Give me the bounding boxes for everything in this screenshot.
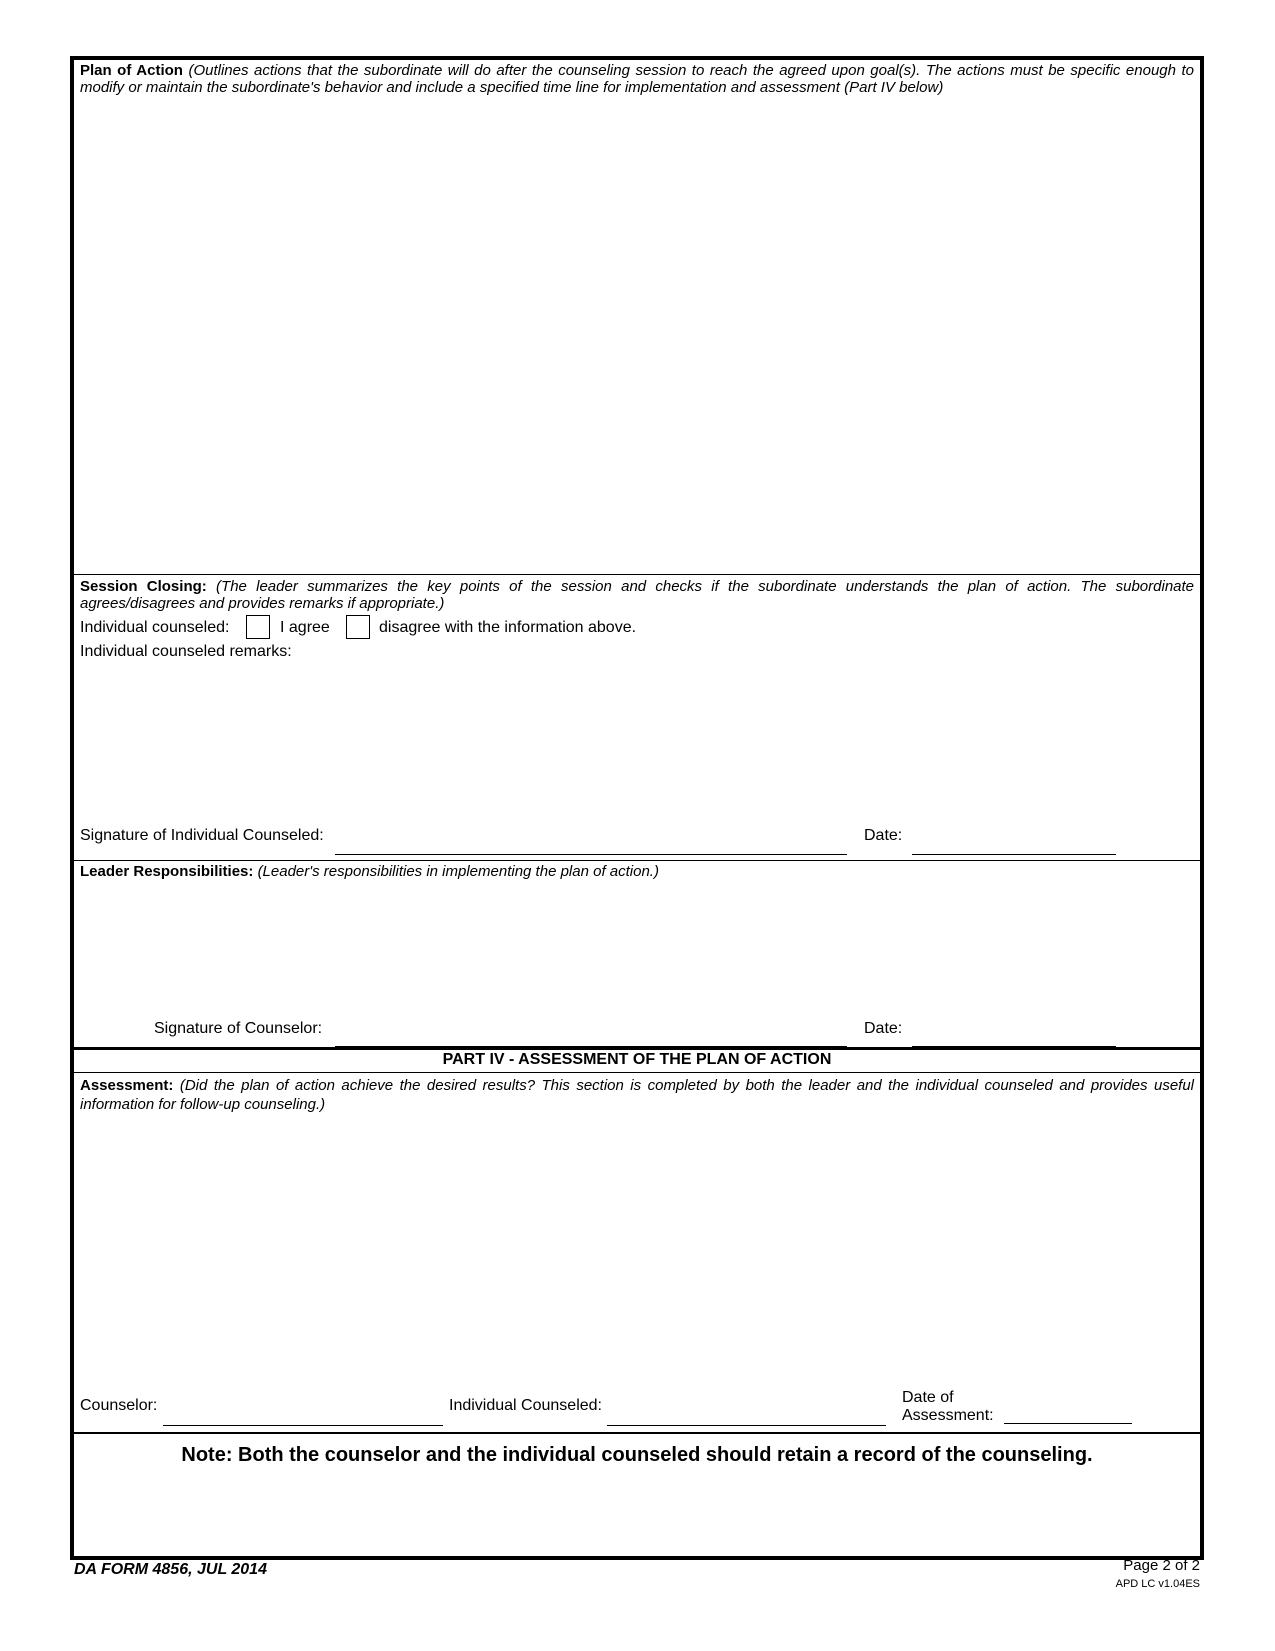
session-closing-title: Session Closing: [80, 578, 207, 595]
leader-responsibilities-header [80, 863, 1194, 880]
counseling-form-page-2 [70, 56, 1204, 1560]
agree-label: I agree [280, 619, 330, 636]
assessment-date-label-line2: Assessment: [902, 1407, 994, 1424]
leader-responsibilities-title: Leader Responsibilities: [80, 863, 254, 880]
remarks-text[interactable] [80, 667, 1196, 821]
session-date-line[interactable] [912, 854, 1116, 855]
part-iv-title: PART IV - ASSESSMENT OF THE PLAN OF ACTION [442, 1051, 832, 1068]
assessment-individual-line[interactable] [607, 1425, 886, 1426]
plan-of-action-title: Plan of Action [80, 62, 183, 79]
signature-individual-line[interactable] [335, 854, 847, 855]
session-closing-instruction: (The leader summarizes the key points of the session and checks if the subordinate understands the plan of action. The subordinate agrees/disagrees and provides remarks if appropriate.) [80, 578, 1195, 612]
form-version: APD LC v1.04ES [1115, 1578, 1200, 1590]
plan-of-action-section [74, 60, 1200, 580]
session-closing-section [74, 575, 1200, 860]
assessment-date-line[interactable] [1004, 1423, 1132, 1424]
agree-checkbox[interactable] [246, 615, 270, 639]
leader-responsibilities-instruction: (Leader's responsibilities in implementing the plan of action.) [257, 863, 659, 880]
assessment-instruction: (Did the plan of action achieve the desired results? This section is completed by both the leader and the individual counseled and provides useful information for follow-up counseling.) [80, 1077, 1195, 1113]
retention-note: Note: Both the counselor and the individual counseled should retain a record of the counseling. [181, 1444, 1093, 1466]
assessment-section [74, 1073, 1200, 1432]
page-number: Page 2 of 2 [1123, 1557, 1200, 1574]
assessment-header [80, 1076, 1194, 1114]
signature-counselor-label: Signature of Counselor: [154, 1020, 323, 1037]
thick-divider [74, 1047, 1200, 1050]
remarks-label: Individual counseled remarks: [80, 643, 292, 660]
plan-of-action-text[interactable] [80, 102, 1196, 576]
form-id: DA FORM 4856, JUL 2014 [74, 1561, 267, 1578]
leader-responsibilities-text[interactable] [80, 885, 1196, 1017]
assessment-title: Assessment: [80, 1077, 174, 1094]
leader-responsibilities-section [74, 861, 1200, 1047]
assessment-individual-label: Individual Counseled: [449, 1397, 602, 1414]
assessment-date-label-line1: Date of [902, 1389, 954, 1406]
disagree-checkbox[interactable] [346, 615, 370, 639]
plan-of-action-instruction: (Outlines actions that the subordinate will do after the counseling session to reach the agreed upon goal(s). The actions must be specific enough to modify or maintain the subordinate's behavior and include a specified time line for implementation and assessment (Part IV below) [80, 62, 1194, 96]
assessment-counselor-line[interactable] [163, 1425, 443, 1426]
leader-date-label: Date: [864, 1020, 903, 1037]
divider [74, 1432, 1200, 1434]
signature-individual-label: Signature of Individual Counseled: [80, 827, 324, 844]
session-date-label: Date: [864, 827, 903, 844]
session-closing-header [80, 578, 1194, 612]
individual-counseled-label: Individual counseled: [80, 619, 230, 636]
assessment-counselor-label: Counselor: [80, 1397, 158, 1414]
disagree-label: disagree with the information above. [379, 619, 637, 636]
assessment-text[interactable] [80, 1119, 1196, 1385]
plan-of-action-header [80, 62, 1194, 96]
